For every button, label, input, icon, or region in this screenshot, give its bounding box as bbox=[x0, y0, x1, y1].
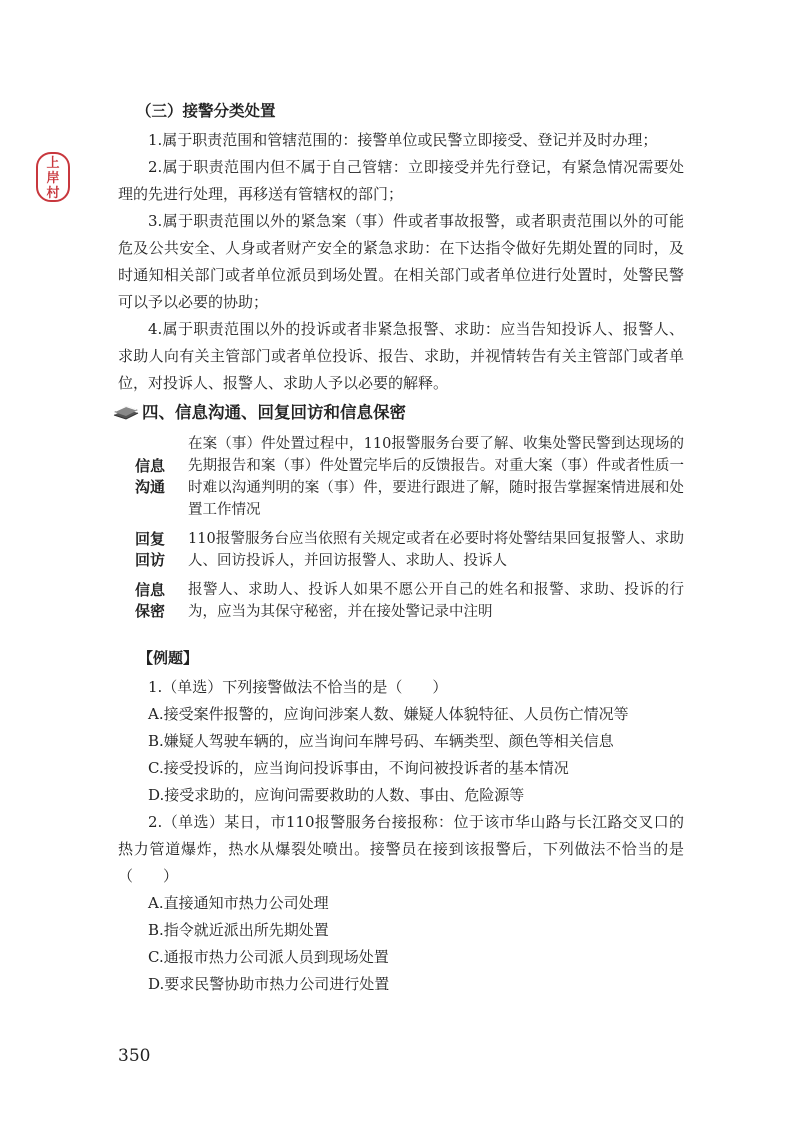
info-key-line: 信息 bbox=[134, 457, 165, 475]
question-2-option-a: A.直接通知市热力公司处理 bbox=[148, 894, 329, 912]
question-2-option-d: D.要求民警协助市热力公司进行处置 bbox=[148, 975, 390, 993]
info-text: 报警人、求助人、投诉人如果不愿公开自己的姓名和报警、求助、投诉的行为，应当为其保守秘密，并在接处警记录中注明 bbox=[188, 582, 684, 620]
page-number: 350 bbox=[118, 1046, 151, 1066]
info-table bbox=[118, 433, 684, 623]
question-2-option-c: C.通报市热力公司派人员到现场处置 bbox=[148, 948, 389, 966]
question-1-option-c: C.接受投诉的，应当询问投诉事由，不询问被投诉者的基本情况 bbox=[148, 759, 569, 777]
info-text: 110报警服务台应当依照有关规定或者在必要时将处警结果回复报警人、求助人、回访投诉人，并回访报警人、求助人、投诉人 bbox=[188, 531, 684, 569]
info-key-line: 回复 bbox=[134, 530, 165, 548]
question-1-option-b: B.嫌疑人驾驶车辆的，应当询问车牌号码、车辆类型、颜色等相关信息 bbox=[148, 732, 614, 750]
seal-char-2: 岸 bbox=[46, 171, 60, 186]
paragraph-item-2: 2.属于职责范围内但不属于自己管辖：立即接受并先行登记，有紧急情况需要处理的先进行处理，再移送有管辖权的部门； bbox=[118, 158, 684, 203]
question-1-option-a: A.接受案件报警的，应询问涉案人数、嫌疑人体貌特征、人员伤亡情况等 bbox=[148, 705, 629, 723]
subsection-title: （三）接警分类处置 bbox=[136, 102, 276, 120]
info-row bbox=[118, 528, 684, 572]
paragraph-item-3: 3.属于职责范围以外的紧急案（事）件或者事故报警，或者职责范围以外的可能危及公共安全、人身或者财产安全的紧急求助：在下达指令做好先期处置的同时，及时通知相关部门或者单位派员到场处置。在相关部门或者单位进行处置时，处警民警可以予以必要的协助； bbox=[118, 212, 684, 311]
paragraph-item-1: 1.属于职责范围和管辖范围的：接警单位或民警立即接受、登记并及时办理； bbox=[148, 131, 658, 149]
seal-char-3: 村 bbox=[46, 186, 60, 201]
info-row bbox=[118, 579, 684, 623]
page-content bbox=[118, 98, 684, 998]
info-row bbox=[118, 433, 684, 521]
question-1-stem: 1.（单选）下列接警做法不恰当的是（ ） bbox=[148, 678, 448, 696]
info-key-line: 沟通 bbox=[134, 478, 165, 496]
info-key bbox=[128, 580, 172, 622]
info-key-line: 信息 bbox=[134, 581, 165, 599]
seal-logo bbox=[36, 152, 70, 202]
info-key-line: 回访 bbox=[134, 551, 165, 569]
question-2-option-b: B.指令就近派出所先期处置 bbox=[148, 921, 329, 939]
examples-title: 【例题】 bbox=[138, 649, 199, 667]
book-stack-icon bbox=[112, 402, 140, 420]
info-text: 在案（事）件处置过程中，110报警服务台要了解、收集处警民警到达现场的先期报告和案（事）件处置完毕后的反馈报告。对重大案（事）件或者性质一时难以沟通判明的案（事）件，要进行跟进了解，随时报告掌握案情进展和处置工作情况 bbox=[188, 436, 684, 518]
section-title-text: 四、信息沟通、回复回访和信息保密 bbox=[142, 403, 406, 422]
info-key-line: 保密 bbox=[134, 602, 165, 620]
paragraph-item-4: 4.属于职责范围以外的投诉或者非紧急报警、求助：应当告知投诉人、报警人、求助人向有关主管部门或者单位投诉、报告、求助，并视情转告有关主管部门或者单位，对投诉人、报警人、求助人予以必要的解释。 bbox=[118, 320, 684, 392]
section-heading bbox=[112, 399, 684, 427]
question-2-stem: 2.（单选）某日，市110报警服务台接报称：位于该市华山路与长江路交叉口的热力管道爆炸，热水从爆裂处喷出。接警员在接到该报警后，下列做法不恰当的是（ ） bbox=[118, 813, 684, 885]
question-1-option-d: D.接受求助的，应询问需要救助的人数、事由、危险源等 bbox=[148, 786, 525, 804]
info-key bbox=[128, 529, 172, 571]
info-key bbox=[128, 456, 172, 498]
seal-char-1: 上 bbox=[46, 156, 60, 171]
